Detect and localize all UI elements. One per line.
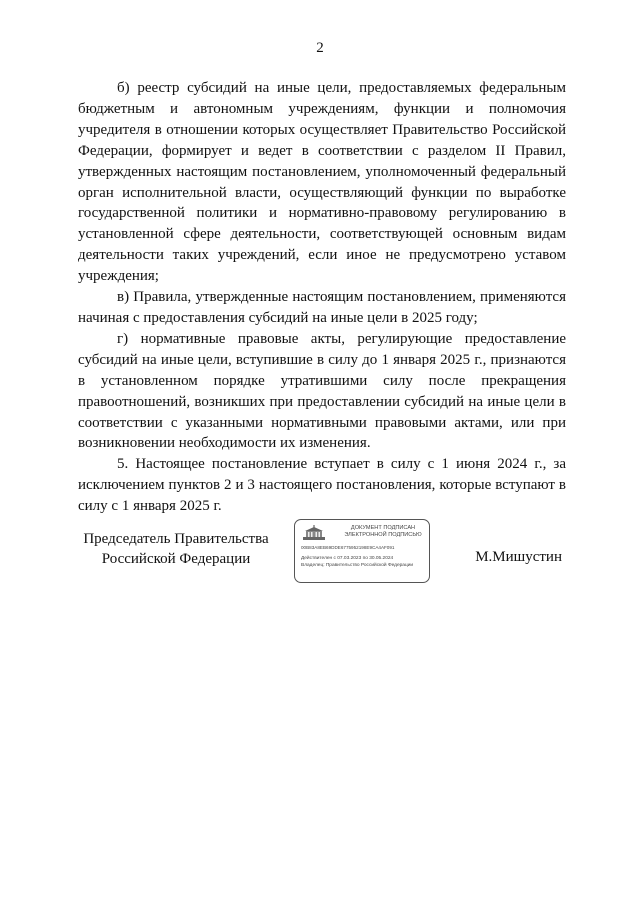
paragraph-5: 5. Настоящее постановление вступает в силу с 1 июня 2024 г., за исключением пунктов 2 и 3 настоящего постановления, которые вступают в силу с 1 января 2025 г. [78, 456, 566, 515]
stamp-validity: Действителен с 07.03.2023 по 30.05.2024 [301, 556, 394, 561]
signer-title-line1: Председатель Правительства [83, 531, 269, 547]
paragraph-v: в) Правила, утвержденные настоящим постановлением, применяются начиная с предоставления субсидий на иные цели в 2025 году; [78, 289, 566, 326]
stamp-heading-line1: ДОКУМЕНТ ПОДПИСАН [350, 525, 416, 531]
stamp-owner: Владелец: Правительство Российской Федерации [301, 563, 414, 568]
signature-block [0, 519, 640, 589]
paragraph-g: г) нормативные правовые акты, регулирующие предоставление субсидий на иные цели, вступившие в силу до 1 января 2025 г., признаются в установленном порядке утратившими силу после прекращения правоотношений, возникших при предоставлении субсидий на иные цели в соответствии с указанными нормативными правовыми актами, или при возникновении необходимости их изменения. [78, 330, 566, 452]
page-number: 2 [316, 40, 324, 56]
signer-title [78, 529, 274, 569]
government-building-icon [302, 525, 326, 541]
document-body [78, 78, 566, 517]
signer-name: М.Мишустин [475, 549, 562, 565]
electronic-signature-stamp [294, 519, 430, 583]
paragraph-b: б) реестр субсидий на иные цели, предоставляемых федеральным бюджетным и автономным учреждениям, функции и полномочия учредителя в отношении которых осуществляет Правительство Российской Федерации, формирует и ведет в соответствии с разделом II Правил, утвержденных настоящим постановлением, уполномоченный федеральный орган исполнительной власти, осуществляющий функции по выработке государственной политики и нормативно-правовому регулированию в установленной сфере деятельности, соответствующей основным видам деятельности таких учреждений, если иное не предусмотрено уставом учреждения; [78, 80, 566, 285]
stamp-certificate-serial: 00B83A8EB69DDE6775952198E9CA4AF091 [301, 545, 395, 550]
stamp-heading [339, 525, 427, 539]
signer-title-line2: Российской Федерации [101, 551, 251, 567]
stamp-heading-line2: ЭЛЕКТРОННОЙ ПОДПИСЬЮ [344, 532, 422, 538]
